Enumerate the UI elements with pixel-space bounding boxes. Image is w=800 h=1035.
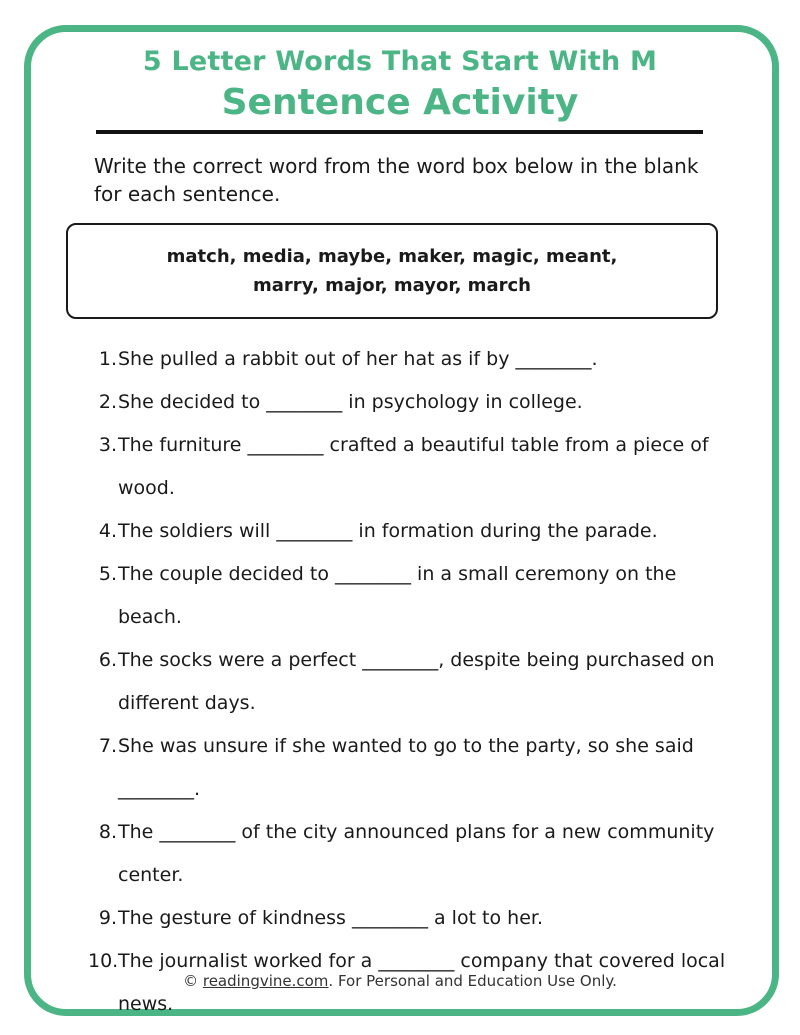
question-text: The soldiers will ________ in formation during the parade. bbox=[118, 520, 658, 542]
question-item bbox=[88, 553, 738, 639]
worksheet-subtitle: Sentence Activity bbox=[221, 82, 579, 123]
question-number: 8. bbox=[98, 821, 117, 843]
question-item bbox=[88, 639, 738, 725]
question-text: The ________ of the city announced plans for a new community center. bbox=[118, 821, 715, 886]
question-item bbox=[88, 338, 738, 381]
question-number: 2. bbox=[98, 391, 117, 413]
question-text: The furniture ________ crafted a beautiful table from a piece of wood. bbox=[118, 434, 709, 499]
question-text: The gesture of kindness ________ a lot to her. bbox=[118, 907, 544, 929]
question-number: 3. bbox=[98, 434, 117, 456]
question-item bbox=[88, 381, 738, 424]
question-text: She pulled a rabbit out of her hat as if by ________. bbox=[118, 348, 598, 370]
question-item bbox=[88, 897, 738, 940]
title-divider bbox=[96, 130, 703, 134]
question-item bbox=[88, 510, 738, 553]
question-text: She decided to ________ in psychology in college. bbox=[118, 391, 583, 413]
question-text: She was unsure if she wanted to go to the party, so she said ________. bbox=[118, 735, 694, 800]
question-list bbox=[88, 338, 738, 1026]
question-number: 10. bbox=[88, 950, 119, 972]
word-box-line-1: match, media, maybe, maker, magic, meant, bbox=[166, 246, 618, 267]
question-number: 7. bbox=[98, 735, 117, 757]
word-box-line-2: marry, major, mayor, march bbox=[253, 275, 531, 296]
question-text: The socks were a perfect ________, despite being purchased on different days. bbox=[118, 649, 715, 714]
question-number: 4. bbox=[98, 520, 117, 542]
question-number: 6. bbox=[98, 649, 117, 671]
question-number: 9. bbox=[98, 907, 117, 929]
readingvine-link[interactable]: readingvine.com bbox=[202, 972, 329, 990]
worksheet-title: 5 Letter Words That Start With M bbox=[142, 46, 658, 77]
question-number: 5. bbox=[98, 563, 117, 585]
question-item bbox=[88, 811, 738, 897]
instructions-text: Write the correct word from the word box below in the blank for each sentence. bbox=[94, 154, 699, 206]
footer bbox=[0, 972, 800, 990]
question-text: The couple decided to ________ in a small ceremony on the beach. bbox=[118, 563, 677, 628]
question-item bbox=[88, 725, 738, 811]
question-text: The journalist worked for a ________ company that covered local news. bbox=[118, 950, 726, 1015]
question-number: 1. bbox=[98, 348, 117, 370]
footer-notice: . For Personal and Education Use Only. bbox=[328, 972, 617, 990]
copyright-symbol: © bbox=[183, 972, 199, 990]
word-box bbox=[66, 223, 718, 319]
question-item bbox=[88, 424, 738, 510]
